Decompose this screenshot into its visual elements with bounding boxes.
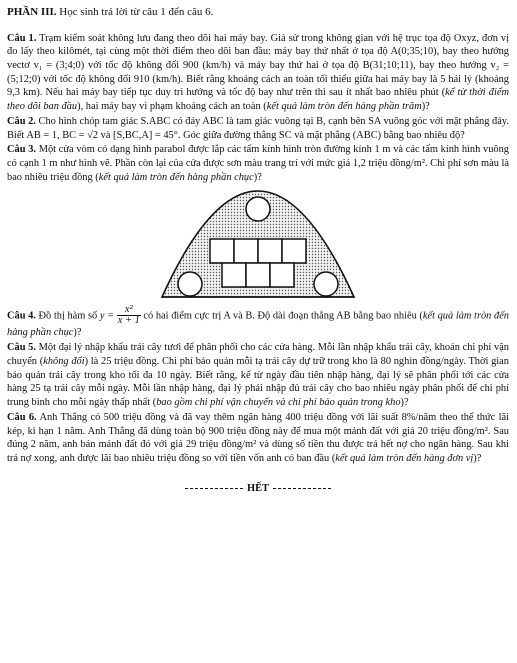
- end-dash-left: [185, 488, 243, 489]
- parabola-window-diagram: [158, 187, 358, 299]
- part-subtitle: Học sinh trả lời từ câu 1 đến câu 6.: [59, 6, 214, 18]
- part-title: PHẦN III.: [7, 6, 57, 18]
- end-marker: [7, 482, 509, 496]
- question-1-text2: ), hai máy bay vi phạm khoảng cách an toàn (: [77, 101, 267, 113]
- question-5-note2: bao gồm chi phí vận chuyển và chi phí bảo quản trong kho: [156, 397, 401, 409]
- question-6: [7, 411, 509, 466]
- question-1: [7, 32, 509, 114]
- question-4: [7, 305, 509, 341]
- end-dash-right: [273, 488, 331, 489]
- question-5-text2: ) là 25 triệu đồng. Chi phí bảo quản mỗi tạ trái cây dự trữ trong kho là 80 nghìn đồng/ngày. Thời gian bảo quản trái cây trong kho tối đa 10 ngày. Biết rằng, kể từ ngày đầu tiên nhập hàng, đại lý sẽ phân phối tới các cửa hàng 25 tạ trái cây mỗi ngày. Mỗi lần nhập hàng, đại lý phải nhập đủ trái cây cho bao nhiêu ngày phân phối để chi phí trung bình cho mỗi ngày thấp nhất (: [7, 355, 509, 409]
- question-5-label: Câu 5.: [7, 342, 36, 354]
- question-5-text: Một đại lý nhập khẩu trái cây tươi để phân phối cho các cửa hàng. Mỗi lần nhập khẩu trái cây, khoản chi phí vận chuyển (: [7, 342, 509, 367]
- end-label: HẾT: [247, 482, 269, 494]
- question-6-label: Câu 6.: [7, 411, 37, 423]
- question-2-label: Câu 2.: [7, 115, 36, 127]
- part-heading: [7, 5, 509, 20]
- question-2: [7, 115, 509, 142]
- question-6-text2: )?: [473, 453, 482, 465]
- question-1-note: kể từ thời điểm theo dõi ban đầu: [7, 87, 509, 113]
- question-2-text: Cho hình chóp tam giác S.ABC có đáy ABC là tam giác vuông tại B, cạnh bên SA vuông góc với mặt phẳng đáy. Biết AB = 1, BC = √2 và [S,BC,A] = 45°. Góc giữa đường thẳng SC và mặt phẳng (ABC) bằng bao nhiêu độ?: [7, 115, 509, 141]
- question-1-text: Trạm kiểm soát không lưu đang theo dõi hai máy bay. Giả sử trong không gian với hệ trục tọa độ Oxyz, đơn vị đo lấy theo kilômét, tại cùng một thời điểm theo dõi ban đầu: máy bay thứ nhất ở tọa độ A(0;35;10), bay theo hướng vectơ v₁ = (3;4;0) với tốc độ không đổi 900 (km/h) và máy bay thứ hai ở tọa độ B(31;10;11), bay theo hướng v₂ = (5;12;0) với tốc độ không đổi 910 (km/h). Biết rằng khoảng cách an toàn tối thiểu giữa hai máy bay là 5 hải lý (khoảng 9,3 km). Nếu hai máy bay tiếp tục duy trì hướng và tốc độ bay như trên thì sau ít nhất bao nhiêu phút (: [7, 32, 509, 99]
- parabola-window-figure: [7, 187, 509, 299]
- question-3: [7, 143, 509, 184]
- fraction-numerator: x²: [117, 305, 141, 316]
- question-3-text2: )?: [253, 171, 262, 183]
- question-4-text: có hai điểm cực trị A và B. Độ dài đoạn thẳng AB bằng bao nhiêu (: [140, 309, 423, 321]
- bottom-left-circle-pane: [178, 272, 202, 296]
- question-6-note: kết quả làm tròn đến hàng đơn vị: [335, 453, 474, 465]
- question-1-text3: )?: [421, 101, 430, 113]
- question-5-note: không đổi: [43, 355, 85, 367]
- question-4-text2: )?: [73, 327, 82, 339]
- fraction-denominator: x + 1: [117, 315, 140, 326]
- question-1-note2: kết quả làm tròn đến hàng phần trăm: [266, 101, 422, 113]
- top-circle-pane: [246, 197, 270, 221]
- square-panes: [210, 239, 306, 287]
- question-3-label: Câu 3.: [7, 144, 36, 156]
- question-4-pre: Đồ thị hàm số: [38, 309, 100, 321]
- bottom-right-circle-pane: [314, 272, 338, 296]
- question-4-func-lhs: y =: [99, 309, 115, 321]
- question-4-label: Câu 4.: [7, 309, 36, 321]
- question-5-text3: )?: [400, 397, 409, 409]
- question-6-text: Anh Thắng có 500 triệu đồng và đã vay thêm ngân hàng 400 triệu đồng với lãi suất 8%/năm theo thể thức lãi kép, kì hạn 1 năm. Anh Thắng đã dùng toàn bộ 900 triệu đồng này để mua một mảnh đất với giá 20 triệu đồng/m². Sau đúng 2 năm, anh bán mảnh đất đó với giá 29 triệu đồng/m² và dùng số tiền thu được trả hết nợ cho ngân hàng. Sau khi trả nợ xong, anh được lãi bao nhiêu triệu đồng so với tiền vốn anh có ban đầu (: [7, 411, 510, 465]
- question-4-fraction: [117, 305, 141, 327]
- question-4-note: kết quả làm tròn đến hàng phần chục: [7, 309, 510, 339]
- question-3-text: Một cửa vòm có dạng hình parabol được lắp các tấm kính hình tròn đường kính 1 m và các tấm kính hình vuông có cạnh 1 m như hình vẽ. Phần còn lại của cửa được sơn màu trang trí với mức giá 1,2 triệu đồng/m². Chi phí sơn màu là bao nhiêu triệu đồng (: [7, 144, 509, 183]
- question-1-label: Câu 1.: [7, 32, 37, 44]
- question-5: [7, 341, 509, 410]
- question-3-note: kết quả làm tròn đến hàng phần chục: [98, 171, 254, 183]
